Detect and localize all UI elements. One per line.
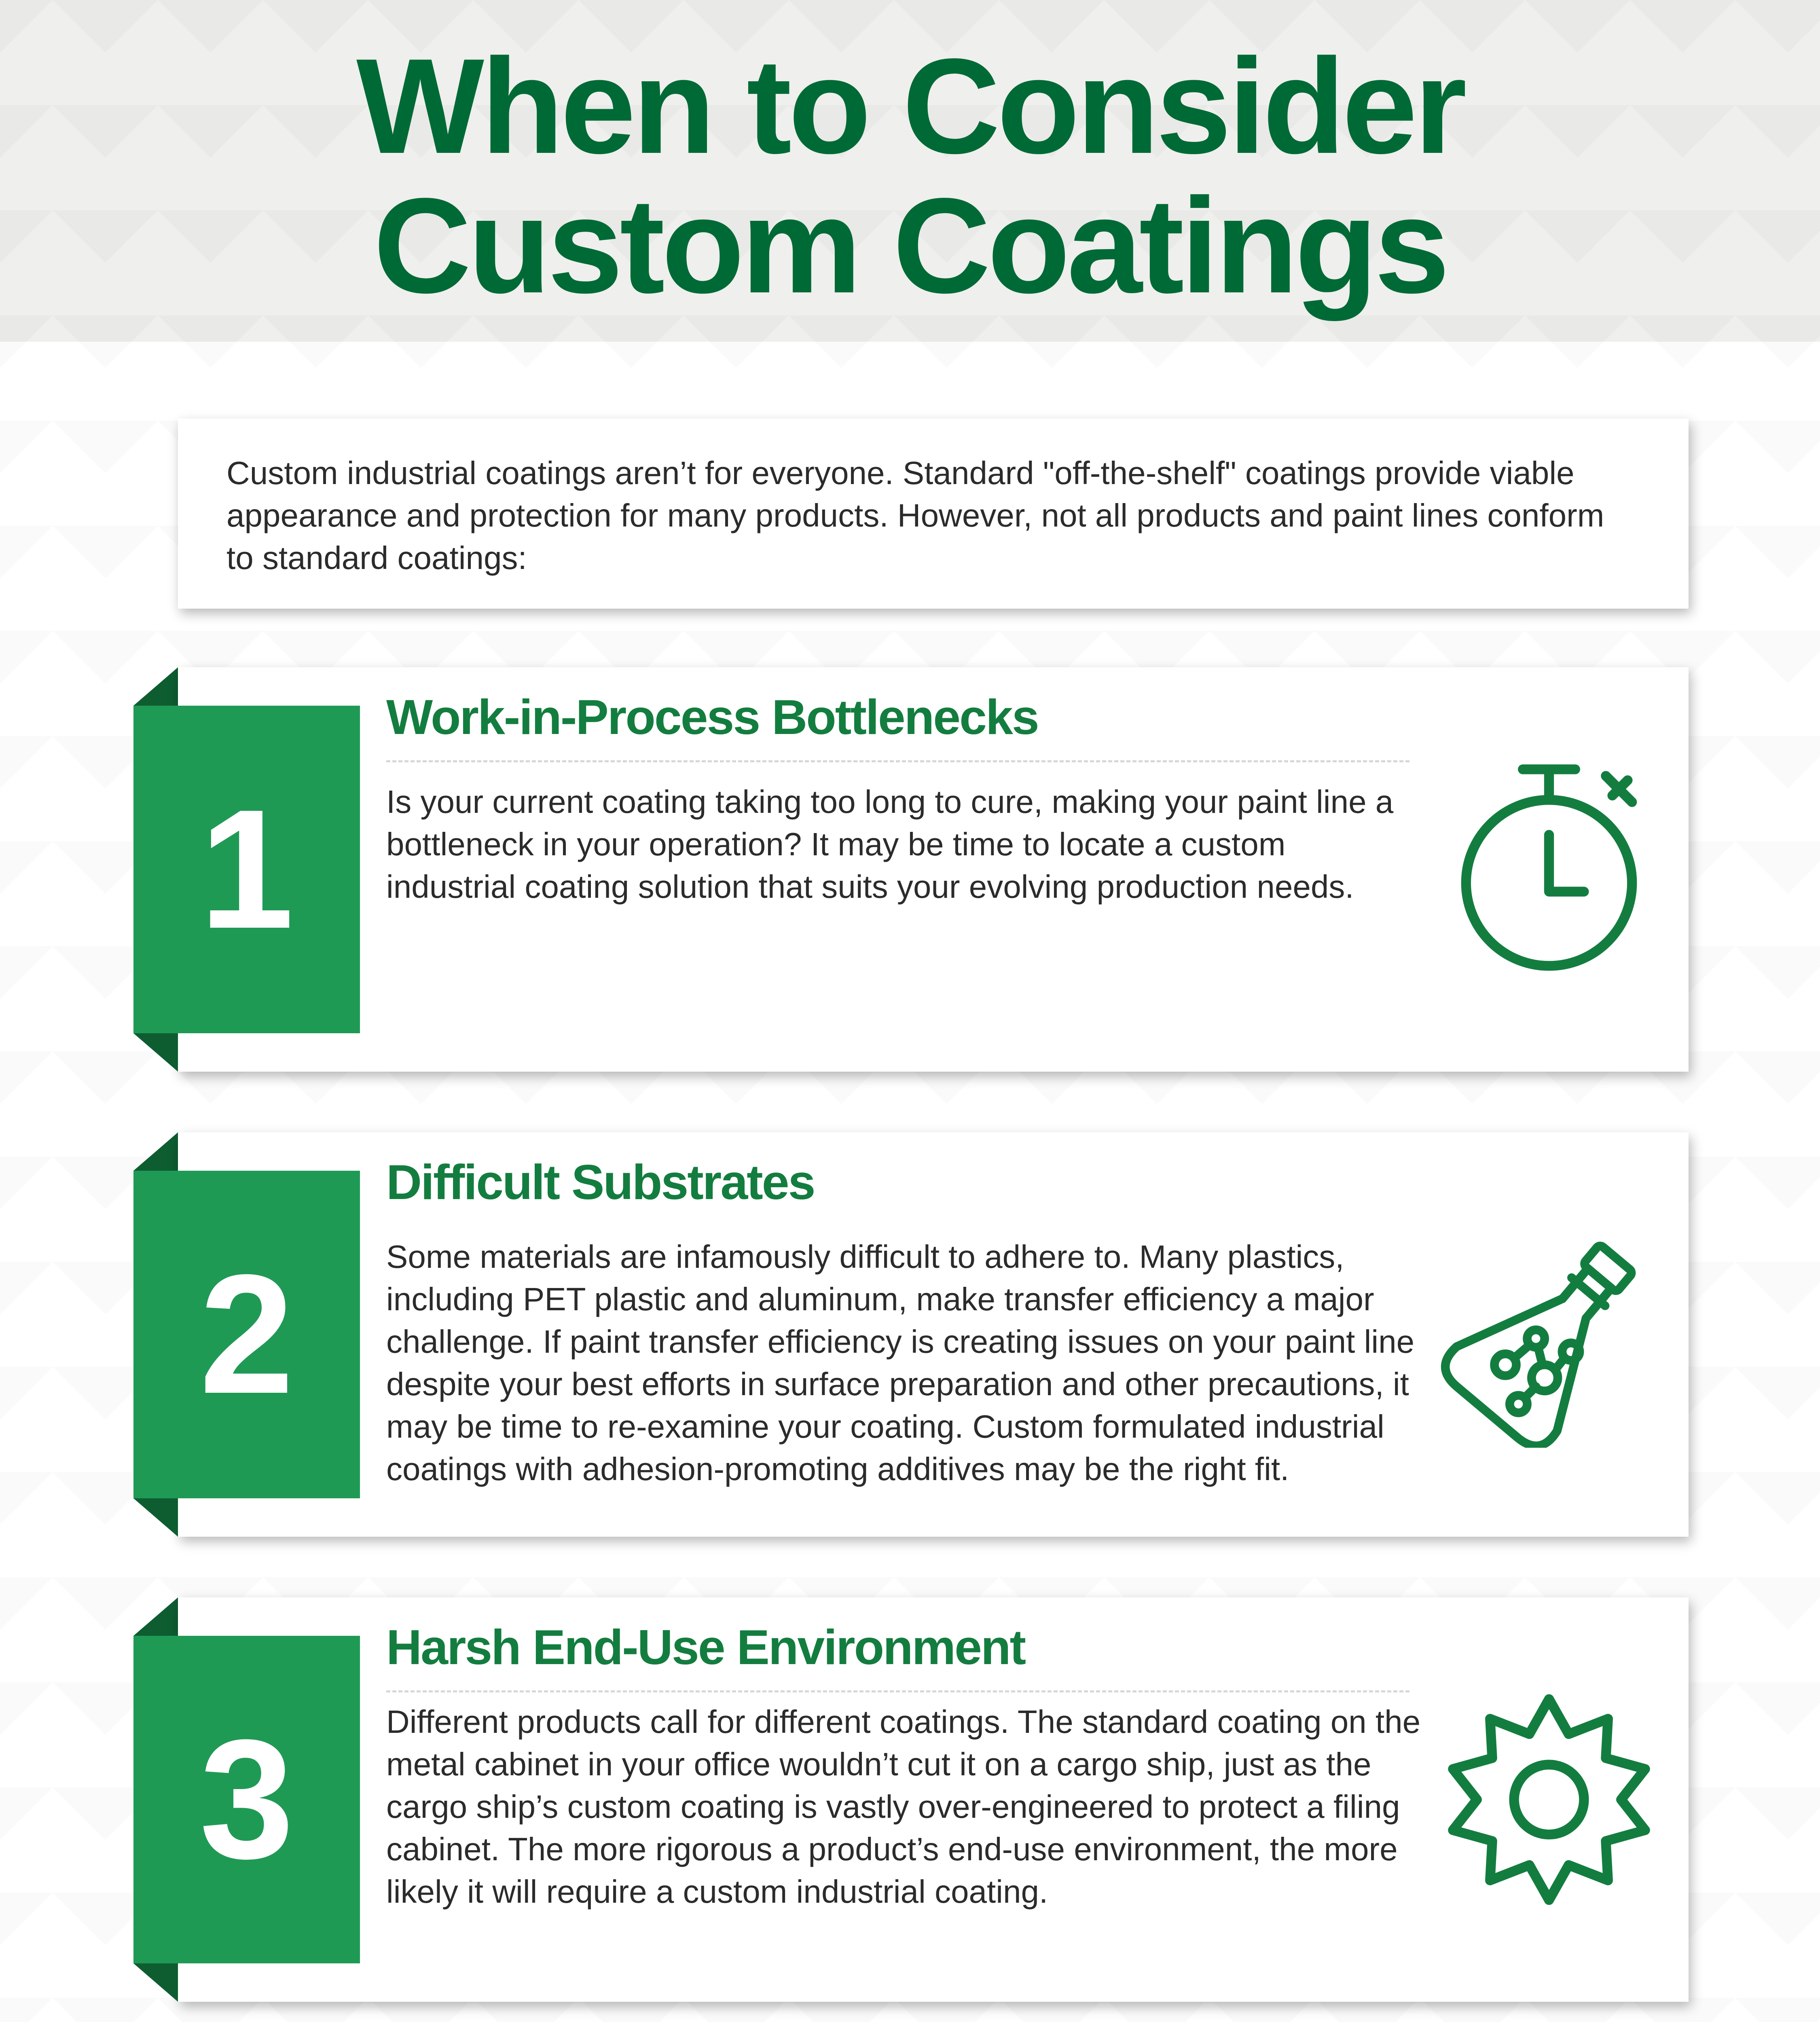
item-card-1	[178, 667, 1689, 1072]
item-body: Different products call for different coatings. The standard coating on the metal cabinet in your office wouldn’t cut it on a cargo ship, just as the cargo ship’s custom coating is vastly over-engineered to protect a filing cabinet. The more rigorous a product’s end-use environment, the more likely it will require a custom industrial coating.	[386, 1704, 1421, 1910]
divider	[386, 1690, 1409, 1692]
flask-molecule-icon	[1440, 1229, 1658, 1448]
item-body: Is your current coating taking too long to cure, making your paint line a bottleneck in your operation? It may be time to locate a custom industrial coating solution that suits your evolving production needs.	[386, 784, 1394, 905]
intro-box	[178, 419, 1689, 609]
ribbon-fold-bottom	[133, 1498, 178, 1537]
sun-icon	[1440, 1690, 1658, 1909]
item-title: Work-in-Process Bottlenecks	[386, 690, 1038, 745]
item-number-badge: 3	[133, 1636, 360, 1963]
ribbon-fold-top	[133, 1597, 178, 1636]
page-title-line-1: When to Consider	[356, 30, 1464, 182]
item-title: Difficult Substrates	[386, 1155, 815, 1210]
item-number-badge: 2	[133, 1171, 360, 1498]
item-body: Some materials are infamously difficult to adhere to. Many plastics, including PET plastic and aluminum, make transfer efficiency a major challenge. If paint transfer efficiency is creating issues on your paint line despite your best efforts in surface preparation and other precautions, it may be time to re-examine your coating. Custom formulated industrial coatings with adhesion-promoting additives may be the right fit.	[386, 1239, 1415, 1487]
ribbon-fold-bottom	[133, 1963, 178, 2002]
ribbon-fold-bottom	[133, 1033, 178, 1072]
item-card-2	[178, 1132, 1689, 1537]
item-number-badge: 1	[133, 706, 360, 1033]
divider	[386, 760, 1409, 762]
stopwatch-icon	[1440, 756, 1658, 975]
intro-text: Custom industrial coatings aren’t for everyone. Standard "off-the-shelf" coatings provide viable appearance and protection for many products. However, not all products and paint lines conform to standard coatings:	[226, 455, 1604, 576]
page-title-line-2: Custom Coatings	[373, 170, 1447, 321]
ribbon-fold-top	[133, 1132, 178, 1171]
item-card-3	[178, 1597, 1689, 2002]
item-title: Harsh End-Use Environment	[386, 1620, 1025, 1675]
ribbon-fold-top	[133, 667, 178, 706]
